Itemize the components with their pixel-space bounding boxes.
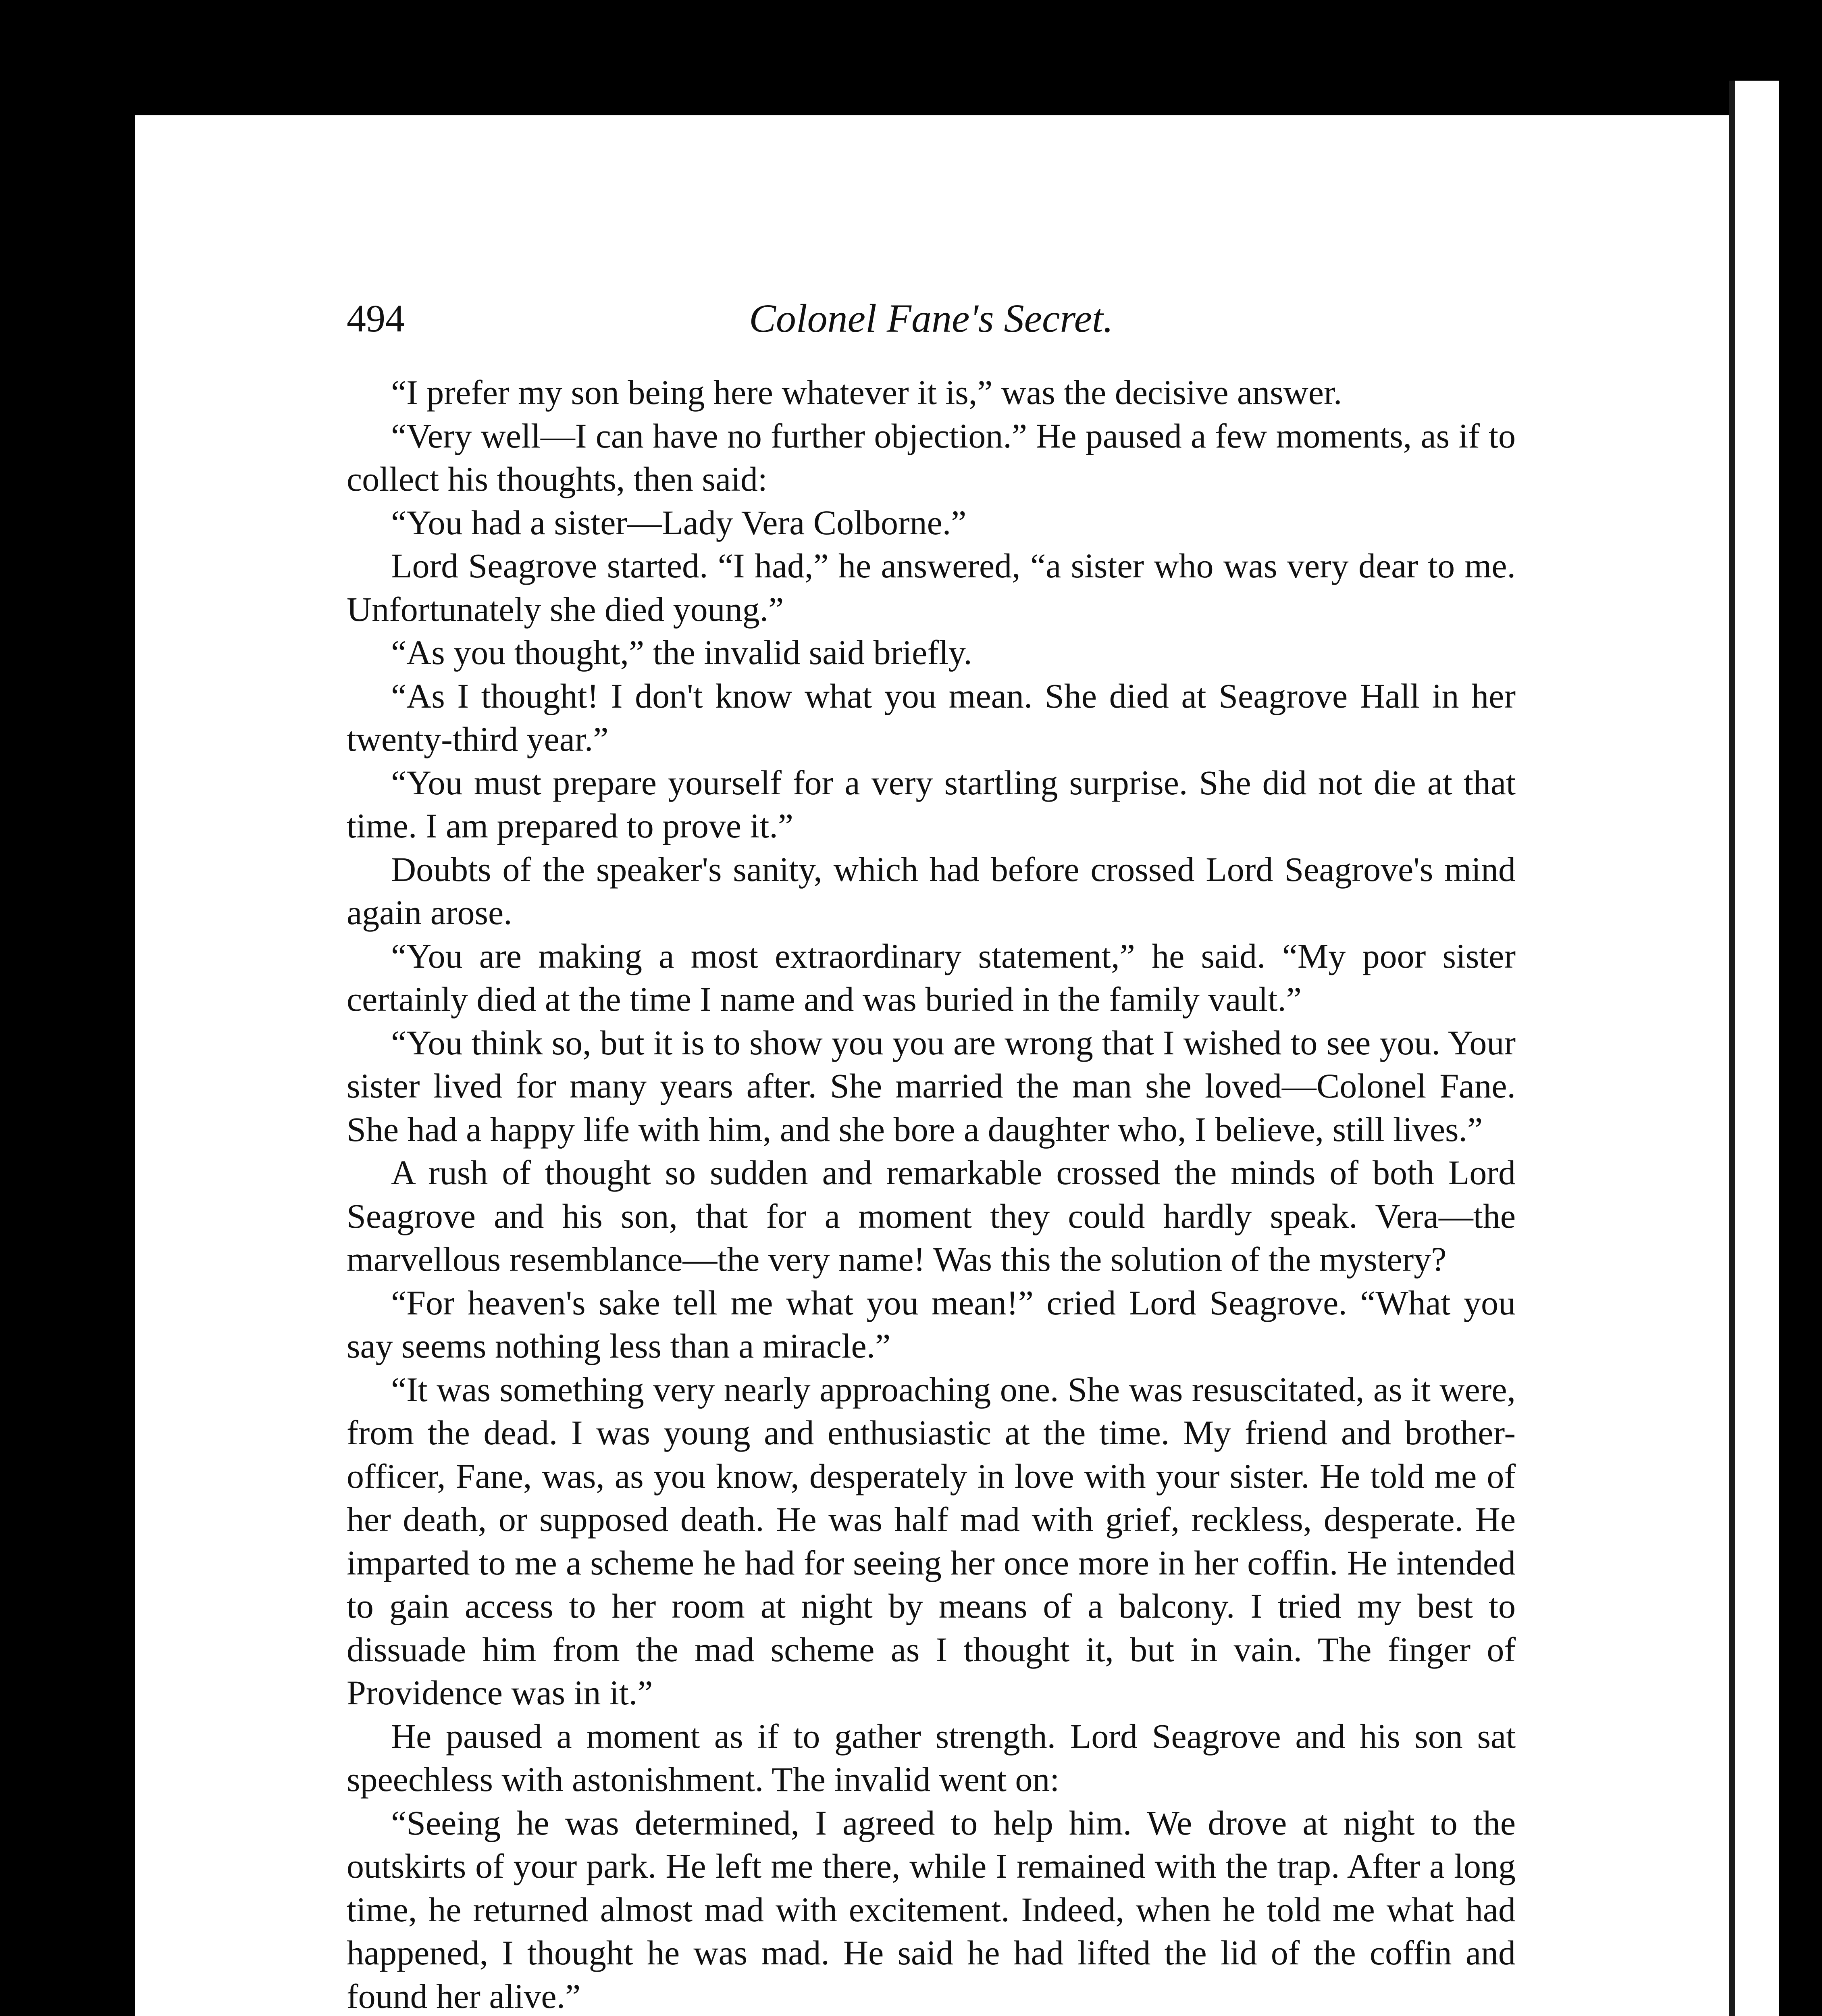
paragraph: Doubts of the speaker's sanity, which had before crossed Lord Seagrove's mind again arose. [347, 850, 1516, 932]
page-header [347, 290, 1516, 347]
paragraph: Lord Seagrove started. “I had,” he answered, “a sister who was very dear to me. Unfortunately she died young.” [347, 546, 1516, 629]
paragraph: He paused a moment as if to gather strength. Lord Seagrove and his son sat speechless with astonishment. The invalid went on: [347, 1716, 1516, 1799]
paragraph: A rush of thought so sudden and remarkable crossed the minds of both Lord Seagrove and his son, that for a moment they could hardly speak. Vera—the marvellous resemblance—the very name! Was this the solution of the mystery? [347, 1153, 1516, 1279]
paragraph: “You are making a most extraordinary statement,” he said. “My poor sister certainly died at the time I name and was buried in the family vault.” [347, 936, 1516, 1018]
paragraph: “You must prepare yourself for a very startling surprise. She did not die at that time. I am prepared to prove it.” [347, 763, 1516, 845]
paragraph: “You think so, but it is to show you you are wrong that I wished to see you. Your sister lived for many years after. She married the man she loved—Colonel Fane. She had a happy life with him, and she bore a daughter who, I believe, still lives.” [347, 1023, 1516, 1149]
adjacent-page-edge [1729, 81, 1779, 2016]
page-number: 494 [347, 297, 405, 340]
running-title: Colonel Fane's Secret. [749, 296, 1113, 341]
paragraph: “As you thought,” the invalid said briefly. [391, 633, 972, 672]
paragraph: “For heaven's sake tell me what you mean!” cried Lord Seagrove. “What you say seems nothing less than a miracle.” [347, 1283, 1516, 1365]
paragraph: “It was something very nearly approaching one. She was resuscitated, as it were, from the dead. I was young and enthusiastic at the time. My friend and brother-officer, Fane, was, as you know, desperately in love with your sister. He told me of her death, or supposed death. He was half mad with grief, reckless, desperate. He imparted to me a scheme he had for seeing her once more in her coffin. He intended to gain access to her room at night by means of a balcony. I tried my best to dissuade him from the mad scheme as I thought it, but in vain. The finger of Providence was in it.” [347, 1370, 1516, 1712]
paragraph: “I prefer my son being here whatever it is,” was the decisive answer. [391, 373, 1342, 412]
paragraph: “Very well—I can have no further objection.” He paused a few moments, as if to collect his thoughts, then said: [347, 416, 1516, 498]
paragraph: “As I thought! I don't know what you mean. She died at Seagrove Hall in her twenty-third year.” [347, 676, 1516, 758]
paragraph: “Seeing he was determined, I agreed to help him. We drove at night to the outskirts of your park. He left me there, while I remained with the trap. After a long time, he returned almost mad with excitement. Indeed, when he told me what had happened, I thought he was mad. He said he had lifted the lid of the coffin and found her alive.” [347, 1803, 1516, 2016]
paragraph: “You had a sister—Lady Vera Colborne.” [391, 503, 967, 542]
body-text [347, 371, 1516, 2016]
